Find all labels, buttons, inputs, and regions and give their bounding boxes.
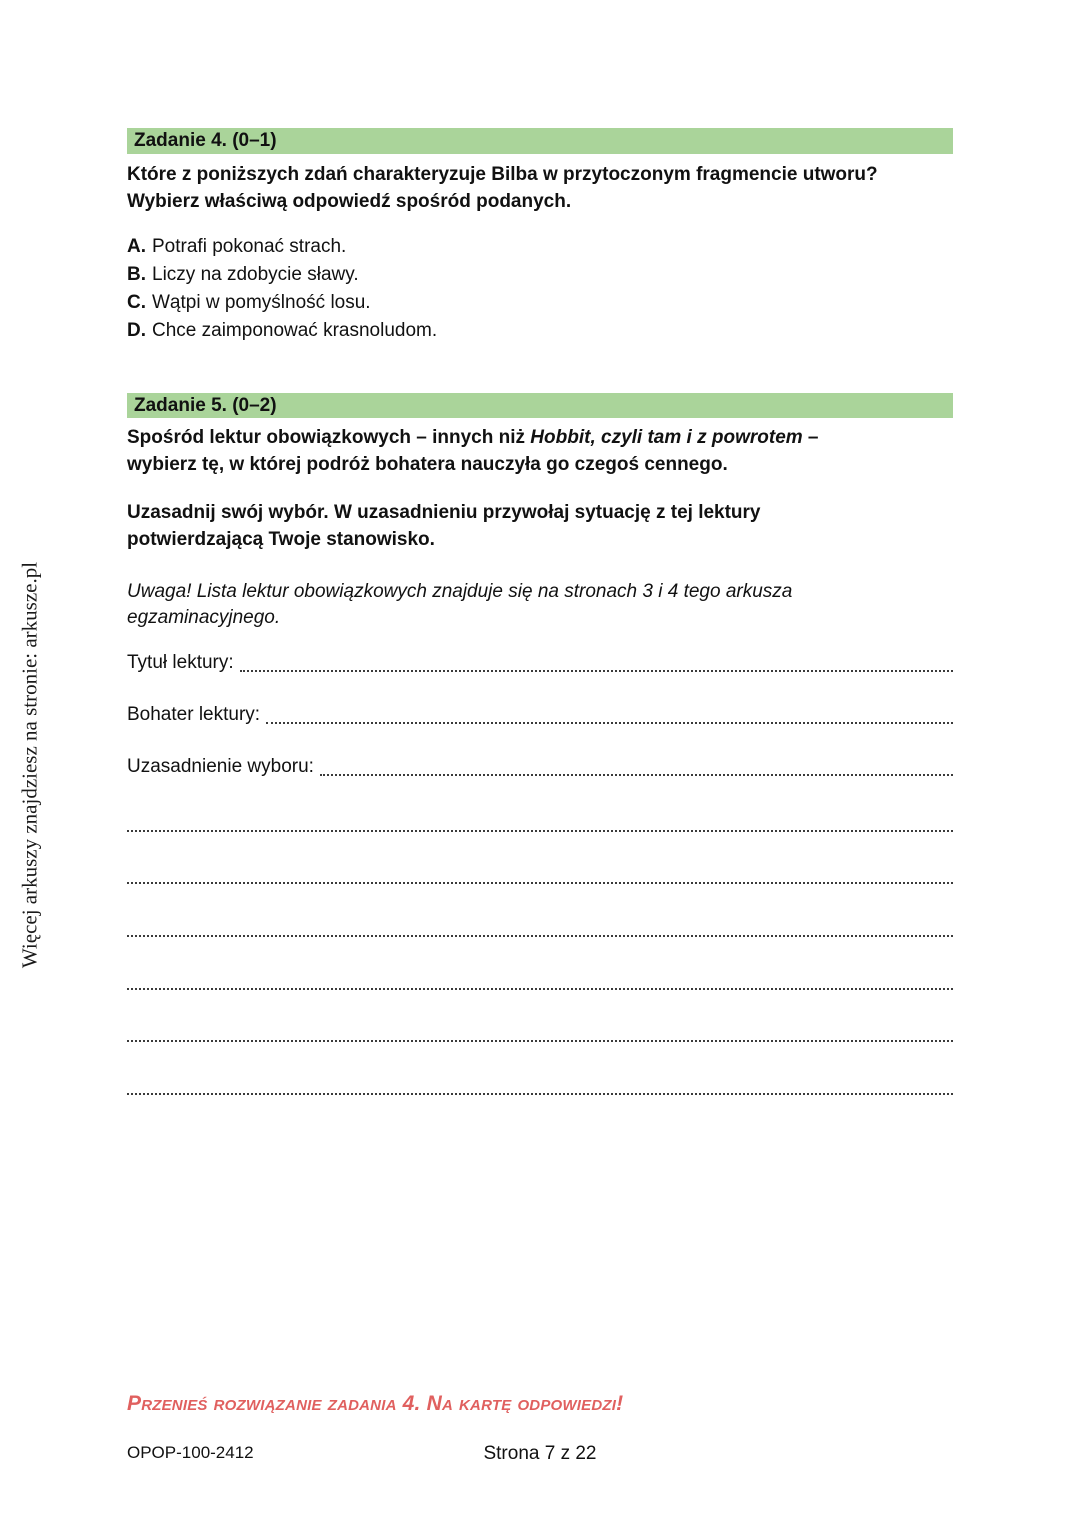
task4-question-line2: Wybierz właściwą odpowiedź spośród podanych. — [127, 191, 572, 212]
answer-line — [127, 1093, 953, 1095]
task4-option-b — [127, 261, 953, 289]
option-text: Potrafi pokonać strach. — [152, 236, 347, 257]
footer-page-number: Strona 7 z 22 — [483, 1443, 597, 1464]
task5-intro-book-title: Hobbit, czyli tam i z powrotem — [530, 427, 803, 448]
task5-instruction-line1: Uzasadnij swój wybór. W uzasadnieniu przywołaj sytuację z tej lektury — [127, 502, 761, 523]
option-text: Chce zaimponować krasnoludom. — [152, 320, 438, 341]
transfer-answer-notice: Przenieś rozwiązanie zadania 4. Na kartę odpowiedzi! — [127, 1392, 624, 1415]
task4-question-line1: Które z poniższych zdań charakteryzuje Bilba w przytoczonym fragmencie utworu? — [127, 164, 878, 185]
task5-intro-line1: Spośród lektur obowiązkowych – innych niż Hobbit, czyli tam i z powrotem – — [127, 427, 819, 448]
task4-option-c — [127, 289, 953, 317]
task5-note — [127, 579, 953, 631]
option-letter: B. — [127, 264, 146, 285]
field-justification — [127, 755, 953, 779]
answer-line — [127, 882, 953, 884]
option-text: Wątpi w pomyślność losu. — [152, 292, 371, 313]
task5-intro — [127, 424, 953, 478]
field-title-label: Tytuł lektury: — [127, 652, 234, 673]
sidebar-watermark: Więcej arkuszy znajdziesz na stronie: arkusze.pl — [17, 561, 42, 969]
answer-line — [127, 830, 953, 832]
task5-note-line1: Uwaga! Lista lektur obowiązkowych znajduje się na stronach 3 i 4 tego arkusza — [127, 581, 793, 602]
task4-option-a — [127, 233, 953, 261]
task5-instruction — [127, 499, 953, 553]
task4-header-bar — [127, 128, 953, 154]
answer-line — [127, 1040, 953, 1042]
field-character — [127, 703, 953, 727]
field-title — [127, 651, 953, 675]
task4-option-d — [127, 317, 953, 345]
task5-instruction-line2: potwierdzającą Twoje stanowisko. — [127, 529, 435, 550]
field-justification-label: Uzasadnienie wyboru: — [127, 756, 314, 777]
task4-header-label: Zadanie 4. (0–1) — [134, 130, 277, 151]
option-letter: C. — [127, 292, 146, 313]
field-character-label: Bohater lektury: — [127, 704, 261, 725]
footer-form-code: OPOP-100-2412 — [127, 1443, 254, 1462]
task4-question — [127, 161, 953, 215]
option-letter: A. — [127, 236, 146, 257]
task5-header-label: Zadanie 5. (0–2) — [134, 395, 277, 416]
answer-line — [127, 988, 953, 990]
field-title-writing-line — [240, 670, 953, 672]
page-footer — [127, 1443, 953, 1463]
field-justification-writing-line — [320, 774, 953, 776]
option-letter: D. — [127, 320, 146, 341]
task5-header-bar — [127, 393, 953, 418]
task4-options — [127, 233, 953, 345]
task5-intro-line2: wybierz tę, w której podróż bohatera nauczyła go czegoś cennego. — [127, 454, 728, 475]
task5-note-line2: egzaminacyjnego. — [127, 607, 281, 628]
option-text: Liczy na zdobycie sławy. — [152, 264, 359, 285]
answer-line — [127, 935, 953, 937]
field-character-writing-line — [266, 722, 953, 724]
